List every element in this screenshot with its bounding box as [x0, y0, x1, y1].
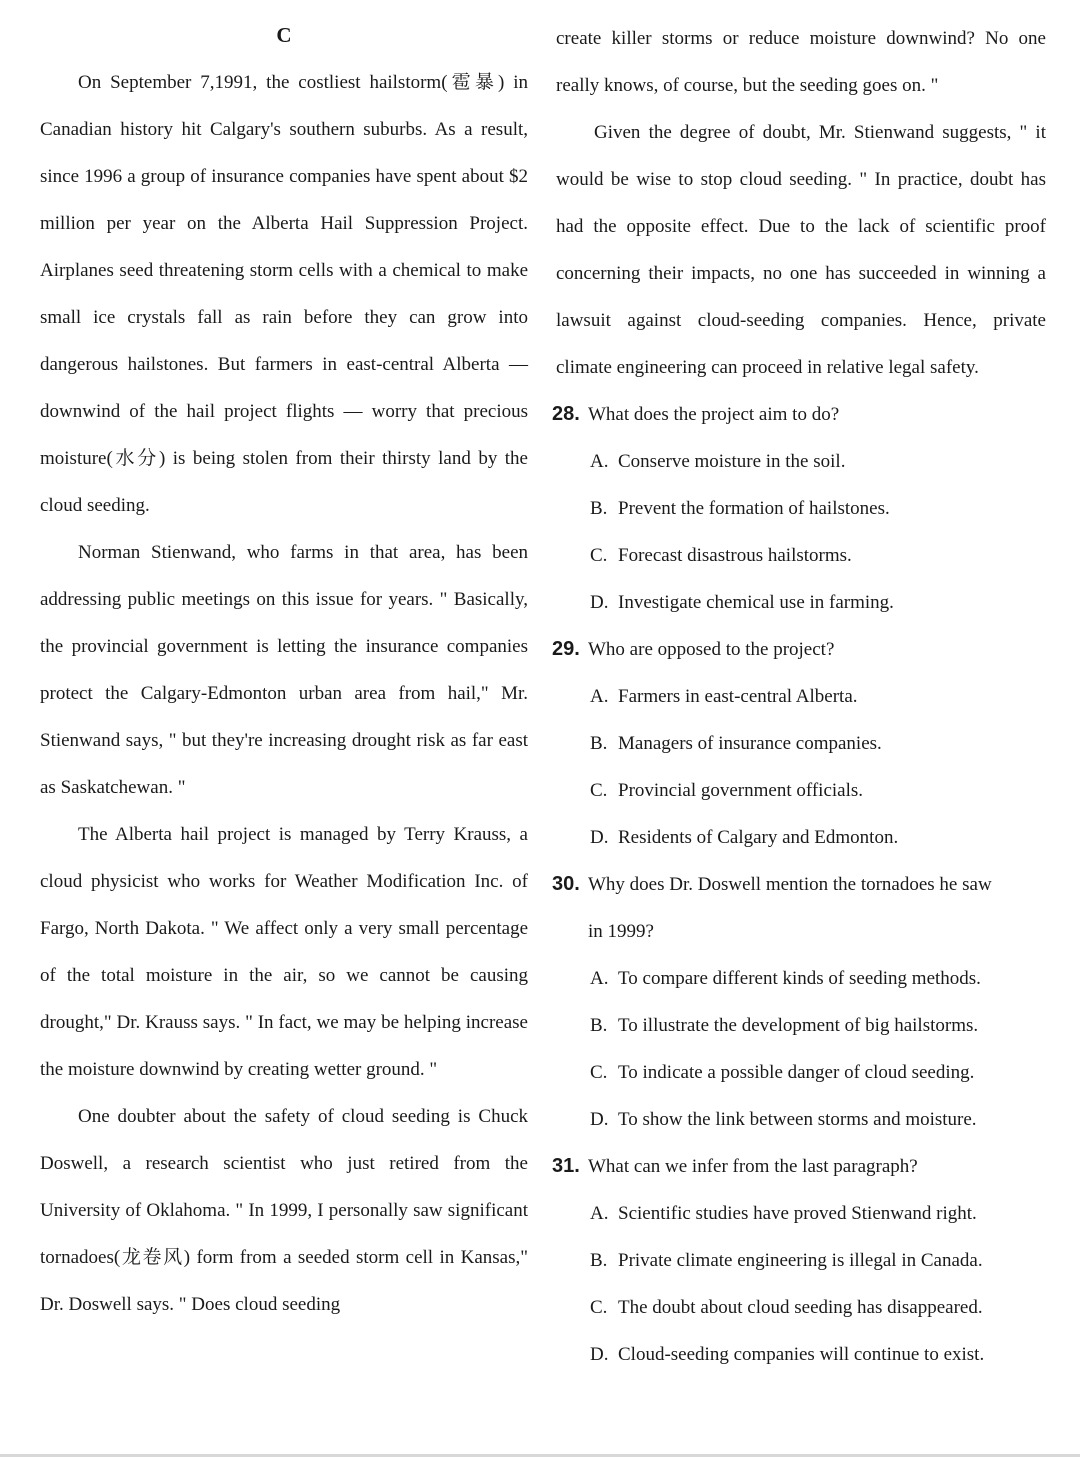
- section-heading: C: [276, 23, 292, 47]
- passage-paragraph-4-continued: create killer storms or reduce moisture downwind? No one really knows, of course, but the seeding goes on. ": [556, 28, 1046, 96]
- option-d[interactable]: D. Residents of Calgary and Edmonton.: [590, 827, 899, 848]
- question-text-continued: in 1999?: [588, 921, 654, 942]
- passage-paragraph-2: Norman Stienwand, who farms in that area, has been addressing public meetings on this issue for years. " Basically, the provincial government is letting the insurance companies protect the Calgary-Edmonton urban area from hail," Mr. Stienwand says, " but they're increasing drought risk as far east as Saskatchewan. ": [40, 542, 528, 798]
- question-number: 30.: [552, 873, 580, 895]
- option-c[interactable]: C. To indicate a possible danger of cloud seeding.: [590, 1062, 975, 1083]
- right-column: [552, 15, 1046, 1378]
- question-30: [552, 861, 1046, 1143]
- question-28: [552, 391, 1046, 626]
- passage-paragraph-1: On September 7,1991, the costliest hailstorm(雹暴) in Canadian history hit Calgary's southern suburbs. As a result, since 1996 a group of insurance companies have spent about $2 million per year on the Alberta Hail Suppression Project. Airplanes seed threatening storm cells with a chemical to make small ice crystals fall as rain before they can grow into dangerous hailstones. But farmers in east-central Alberta — downwind of the hail project flights — worry that precious moisture(水分) is being stolen from their thirsty land by the cloud seeding.: [40, 72, 528, 516]
- option-b[interactable]: B. Managers of insurance companies.: [590, 733, 882, 754]
- option-a[interactable]: A. Scientific studies have proved Stienwand right.: [590, 1203, 977, 1224]
- question-29: [552, 626, 1046, 861]
- question-31: [552, 1143, 1046, 1378]
- option-b[interactable]: B. Prevent the formation of hailstones.: [590, 498, 890, 519]
- passage-paragraph-3: The Alberta hail project is managed by Terry Krauss, a cloud physicist who works for Weather Modification Inc. of Fargo, North Dakota. " We affect only a very small percentage of the total moisture in the air, so we cannot be causing drought," Dr. Krauss says. " In fact, we may be helping increase the moisture downwind by creating wetter ground. ": [40, 824, 528, 1080]
- passage-paragraph-4: One doubter about the safety of cloud seeding is Chuck Doswell, a research scientist who just retired from the University of Oklahoma. " In 1999, I personally saw significant tornadoes(龙卷风) form from a seeded storm cell in Kansas," Dr. Doswell says. " Does cloud seeding: [40, 1106, 528, 1315]
- option-a[interactable]: A. Farmers in east-central Alberta.: [590, 686, 858, 707]
- option-d[interactable]: D. To show the link between storms and moisture.: [590, 1109, 977, 1130]
- option-d[interactable]: D. Investigate chemical use in farming.: [590, 592, 894, 613]
- option-c[interactable]: C. Forecast disastrous hailstorms.: [590, 545, 852, 566]
- left-column: [40, 12, 528, 1328]
- question-text: What can we infer from the last paragraph?: [588, 1156, 918, 1177]
- option-c[interactable]: C. Provincial government officials.: [590, 780, 864, 801]
- option-d[interactable]: D. Cloud-seeding companies will continue to exist.: [590, 1344, 985, 1365]
- option-b[interactable]: B. To illustrate the development of big hailstorms.: [590, 1015, 979, 1036]
- question-number: 31.: [552, 1155, 580, 1177]
- option-a[interactable]: A. Conserve moisture in the soil.: [590, 451, 846, 472]
- question-text: Who are opposed to the project?: [588, 639, 835, 660]
- bottom-divider: [0, 1454, 1080, 1457]
- option-c[interactable]: C. The doubt about cloud seeding has disappeared.: [590, 1297, 983, 1318]
- question-number: 28.: [552, 403, 580, 425]
- question-text: What does the project aim to do?: [588, 404, 840, 425]
- question-number: 29.: [552, 638, 580, 660]
- option-a[interactable]: A. To compare different kinds of seeding methods.: [590, 968, 981, 989]
- option-b[interactable]: B. Private climate engineering is illegal in Canada.: [590, 1250, 983, 1271]
- question-text: Why does Dr. Doswell mention the tornadoes he saw: [588, 874, 992, 895]
- passage-paragraph-5: Given the degree of doubt, Mr. Stienwand suggests, " it would be wise to stop cloud seeding. " In practice, doubt has had the opposite effect. Due to the lack of scientific proof concerning their impacts, no one has succeeded in winning a lawsuit against cloud-seeding companies. Hence, private climate engineering can proceed in relative legal safety.: [556, 122, 1046, 378]
